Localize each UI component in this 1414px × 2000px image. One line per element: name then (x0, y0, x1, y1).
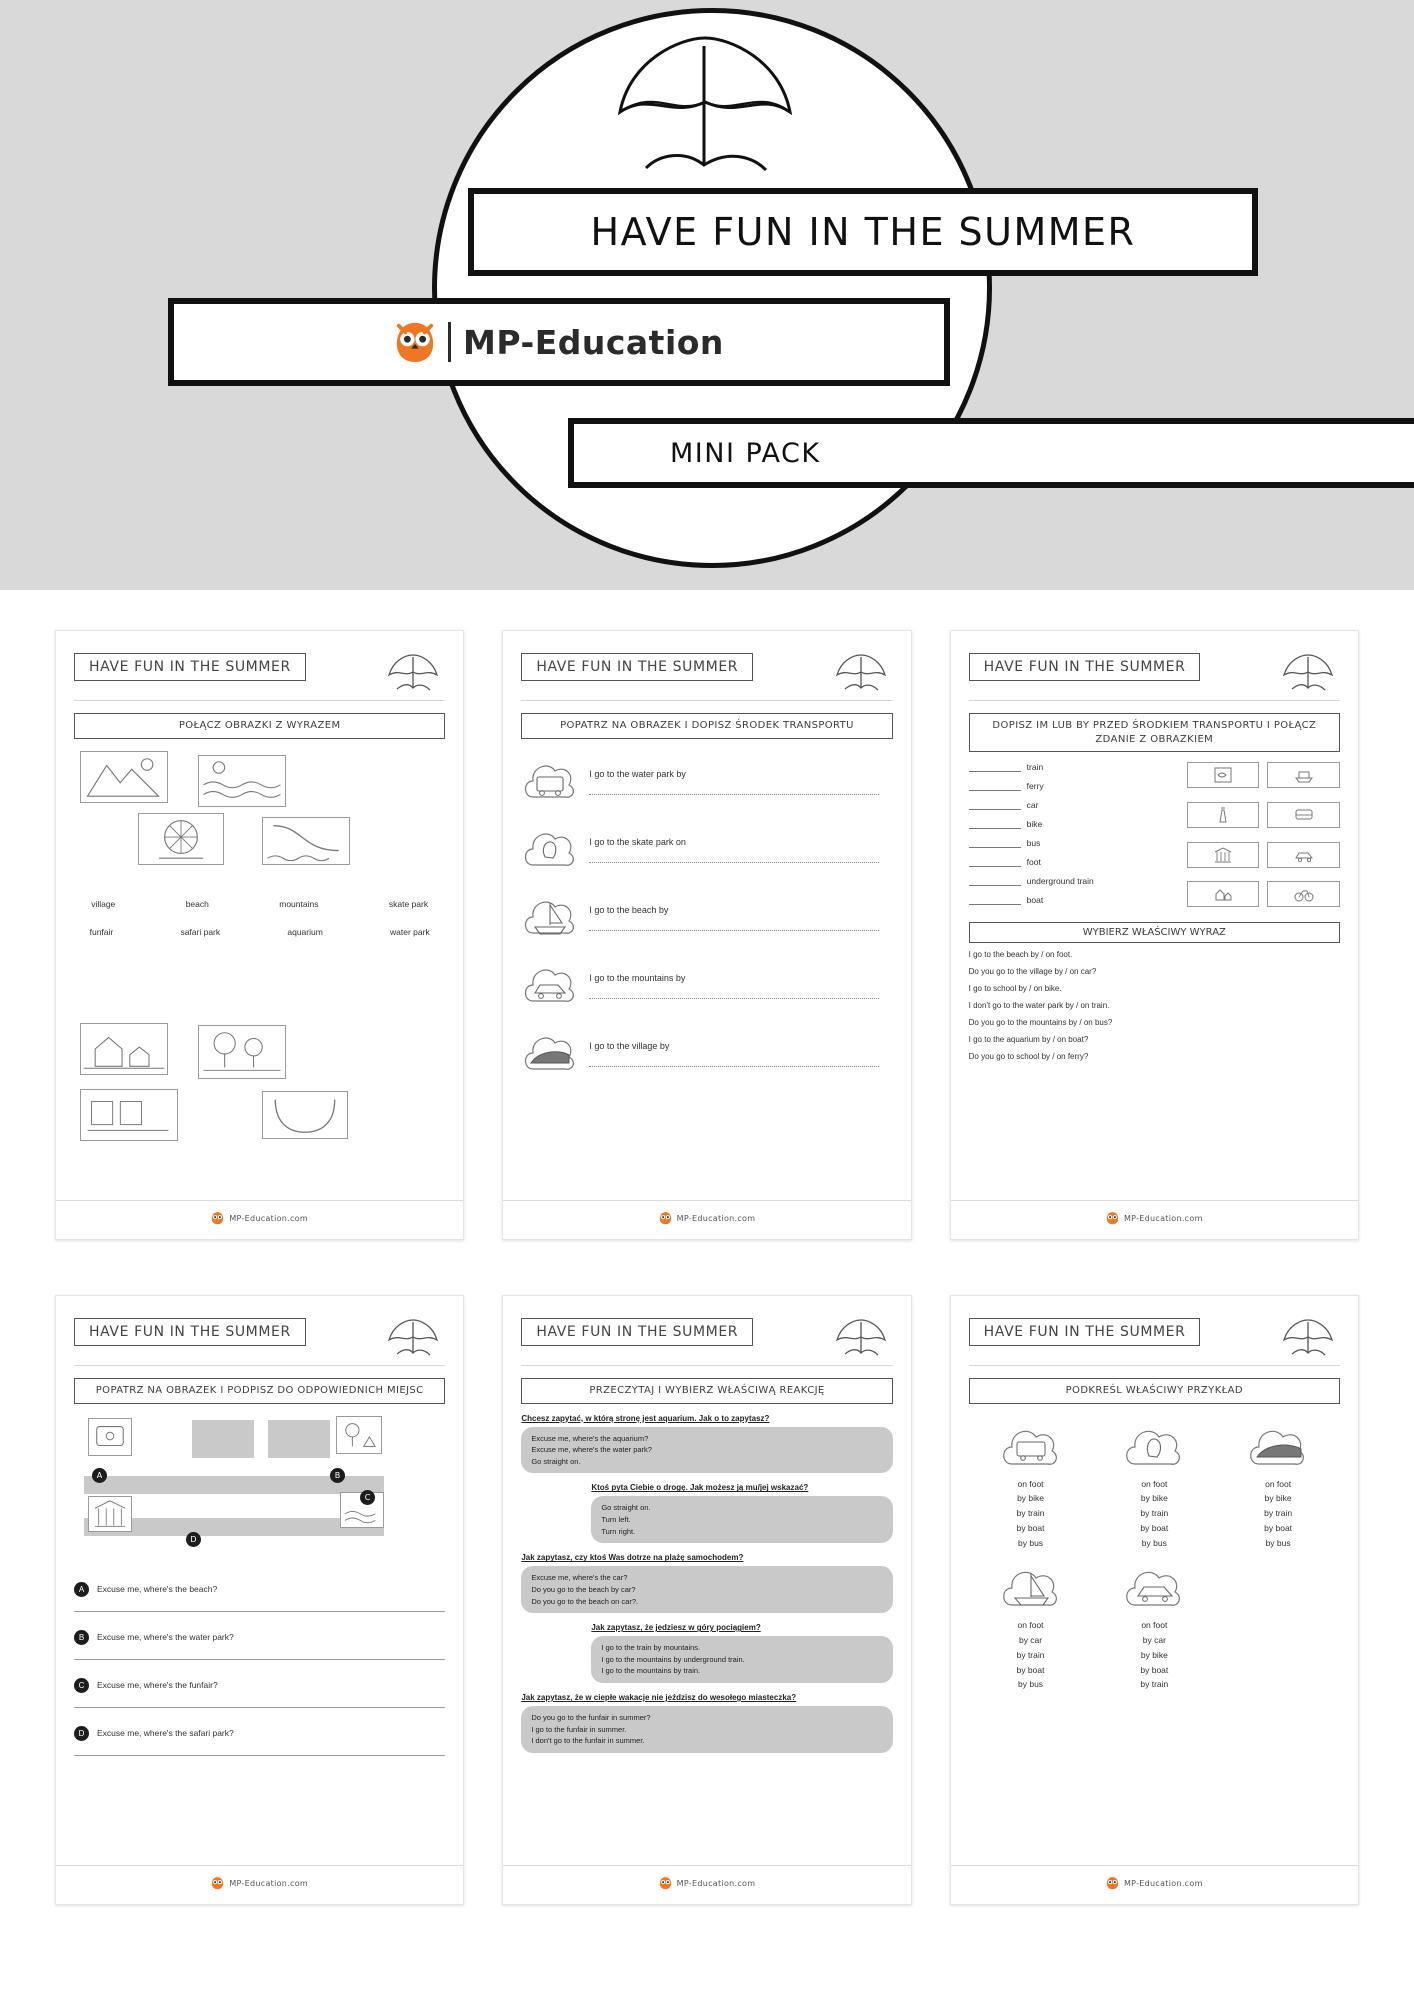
transport-row (521, 753, 892, 807)
option-text[interactable]: Turn left. (601, 1515, 631, 1524)
underground-icon[interactable] (1267, 802, 1340, 828)
museum-icon[interactable] (1187, 842, 1260, 868)
worksheet-header-title: HAVE FUN IN THE SUMMER (521, 653, 753, 681)
vocab-row[interactable] (969, 876, 1177, 886)
page-title: HAVE FUN IN THE SUMMER (590, 210, 1136, 254)
answer-bubble[interactable] (591, 1636, 892, 1683)
sentence-text: I go to the mountains by (589, 972, 686, 983)
answer-line[interactable] (74, 1659, 445, 1660)
word-row-2 (56, 927, 463, 937)
choice-cell (969, 1420, 1093, 1551)
instruction-text: POPATRZ NA OBRAZEK I DOPISZ ŚRODEK TRANSPORTU (521, 713, 892, 739)
hero-title-band (468, 188, 1258, 276)
option-text[interactable]: by boat (1140, 1664, 1169, 1675)
vocab-label: train (1026, 762, 1044, 772)
option-text[interactable]: by boat (1140, 1523, 1169, 1534)
owl-icon (211, 1876, 224, 1890)
option-text[interactable]: I don't go to the funfair in summer. (531, 1736, 645, 1746)
map-icon-park[interactable] (336, 1416, 382, 1454)
answer-line[interactable] (74, 1755, 445, 1756)
worksheet-page-3[interactable] (950, 630, 1359, 1240)
vocab-label: underground train (1026, 876, 1094, 886)
car-icon (521, 959, 579, 1009)
option-text[interactable]: Turn right. (601, 1526, 636, 1536)
beach-umbrella-icon (385, 1318, 441, 1358)
choice-options (1216, 1477, 1340, 1551)
answer-bubble[interactable] (521, 1706, 892, 1753)
option-text[interactable]: I go to the funfair in summer. (531, 1724, 627, 1734)
question-badge: D (74, 1726, 89, 1741)
answer-line[interactable] (589, 988, 878, 999)
bus-icon (998, 1420, 1064, 1472)
exercise-sentence[interactable]: Do you go to school by / on ferry? (968, 1052, 1089, 1061)
answer-line[interactable] (589, 852, 878, 863)
picture-safari-park[interactable] (198, 1025, 286, 1079)
owl-icon (659, 1876, 672, 1890)
train-icon (521, 1027, 579, 1077)
worksheet-header-title: HAVE FUN IN THE SUMMER (969, 1318, 1201, 1346)
dialogue-question: Ktoś pyta Ciebie o drogę. Jak możesz ją mu/jej wskazać? (591, 1483, 809, 1493)
page-footer (56, 1200, 463, 1225)
option-text[interactable]: by train (1016, 1649, 1045, 1660)
picture-sea-beach[interactable] (198, 755, 286, 807)
map-icon-aquarium[interactable] (88, 1418, 132, 1456)
answer-blank[interactable] (969, 763, 1021, 772)
picture-aquarium[interactable] (262, 1091, 348, 1139)
beach-umbrella-icon (833, 1318, 889, 1358)
worksheet-page-1[interactable] (55, 630, 464, 1240)
option-text[interactable]: by bus (1018, 1538, 1044, 1548)
option-text[interactable]: Excuse me, where's the car? (531, 1573, 628, 1583)
choice-grid (969, 1420, 1340, 1693)
worksheet-header-title: HAVE FUN IN THE SUMMER (74, 653, 306, 681)
question-badge: B (74, 1630, 89, 1645)
choice-options (969, 1477, 1093, 1551)
vocab-label: ferry (1026, 781, 1044, 791)
page-footer (503, 1865, 910, 1890)
owl-icon (394, 320, 436, 364)
option-text[interactable]: by boat (1016, 1523, 1045, 1534)
map-marker-c[interactable]: C (360, 1490, 375, 1505)
owl-icon (211, 1211, 224, 1225)
answer-blank[interactable] (969, 858, 1021, 867)
option-text[interactable]: on foot (1141, 1478, 1168, 1489)
page-footer (951, 1200, 1358, 1225)
answer-blank[interactable] (969, 782, 1021, 791)
exercise-sentence[interactable]: I don't go to the water park by / on train. (968, 1001, 1110, 1010)
vocab-label: boat (1026, 895, 1044, 905)
option-text[interactable]: Do you go to the beach by car? (531, 1584, 636, 1594)
word-water-park[interactable]: water park (390, 927, 430, 937)
instruction-text: POPATRZ NA OBRAZEK I PODPISZ DO ODPOWIEDNICH MIEJSC (74, 1378, 445, 1404)
option-text[interactable]: I go to the mountains by train. (601, 1666, 701, 1676)
vocab-label: car (1026, 800, 1039, 810)
worksheet-page-2[interactable] (502, 630, 911, 1240)
brand-divider (448, 322, 451, 362)
vocab-row[interactable] (969, 762, 1177, 772)
vocab-row[interactable] (969, 838, 1177, 848)
option-text[interactable]: by train (1016, 1508, 1045, 1519)
exercise-sentence[interactable]: I go to the aquarium by / on boat? (968, 1035, 1089, 1044)
option-text[interactable]: by bike (1017, 1493, 1045, 1504)
worksheet-page-6[interactable] (950, 1295, 1359, 1905)
word-village[interactable]: village (91, 899, 116, 909)
option-text[interactable]: on foot (1017, 1619, 1044, 1630)
beach-umbrella-icon (1280, 1318, 1336, 1358)
footer-label: MP-Education.com (1123, 1213, 1203, 1223)
aquarium-icon[interactable] (1187, 762, 1260, 788)
answer-line[interactable] (589, 784, 878, 795)
option-text[interactable]: Do you go to the beach on car?. (531, 1596, 639, 1606)
instruction-text: PODKREŚL WŁAŚCIWY PRZYKŁAD (969, 1378, 1340, 1404)
picture-mountains[interactable] (80, 751, 168, 803)
choice-options (969, 1618, 1093, 1692)
road-block-2 (268, 1420, 330, 1458)
transport-row (521, 1025, 892, 1079)
page-header (969, 653, 1340, 701)
option-text[interactable]: by car (1142, 1634, 1166, 1645)
owl-icon (1106, 1876, 1119, 1890)
footer-label: MP-Education.com (229, 1878, 309, 1888)
worksheet-header-title: HAVE FUN IN THE SUMMER (969, 653, 1201, 681)
option-text[interactable]: Excuse me, where's the aquarium? (531, 1433, 649, 1443)
exercise-sentence[interactable]: Do you go to the village by / on car? (968, 967, 1097, 976)
town-map[interactable] (74, 1414, 445, 1564)
bus-icon (521, 755, 579, 805)
question-row (74, 1582, 445, 1597)
instruction-text: DOPISZ IM LUB BY PRZED ŚRODKIEM TRANSPORTU I POŁĄCZ ZDANIE Z OBRAZKIEM (969, 713, 1340, 752)
choice-cell (1092, 1420, 1216, 1551)
worksheet-thumbnail-grid (0, 590, 1414, 1935)
worksheet-header-title: HAVE FUN IN THE SUMMER (521, 1318, 753, 1346)
hero-brand-band (168, 298, 950, 386)
word-aquarium[interactable]: aquarium (287, 927, 323, 937)
page-header (521, 653, 892, 701)
hero-banner (0, 0, 1414, 590)
beach-umbrella-icon (833, 653, 889, 693)
footer-label: MP-Education.com (1123, 1878, 1203, 1888)
exercise-sentence[interactable]: I go to the beach by / on foot. (968, 950, 1073, 959)
worksheet-header-title: HAVE FUN IN THE SUMMER (74, 1318, 306, 1346)
option-text[interactable]: by train (1140, 1508, 1169, 1519)
dialogue-question: Jak zapytasz, że w ciepłe wakacje nie jeździsz do wesołego miasteczka? (521, 1693, 797, 1702)
dialogue-question: Jak zapytasz, że jedziesz w góry pociągiem? (591, 1623, 761, 1633)
option-text[interactable]: by bike (1140, 1493, 1168, 1504)
train-icon (1245, 1420, 1311, 1472)
sub-instruction-text: WYBIERZ WŁAŚCIWY WYRAZ (969, 922, 1340, 943)
instruction-text: PRZECZYTAJ I WYBIERZ WŁAŚCIWĄ REAKCJĘ (521, 1378, 892, 1404)
mini-pack-label: MINI PACK (670, 437, 821, 469)
answer-blank[interactable] (969, 896, 1021, 905)
page-footer (951, 1865, 1358, 1890)
car-icon[interactable] (1267, 842, 1340, 868)
answer-bubble[interactable] (521, 1427, 892, 1474)
option-text[interactable]: Excuse me, where's the water park? (531, 1445, 652, 1455)
option-text[interactable]: I go to the mountains by underground train. (601, 1654, 745, 1664)
question-text: Excuse me, where's the funfair? (97, 1680, 218, 1690)
answer-blank[interactable] (969, 801, 1021, 810)
vocab-label: foot (1026, 857, 1041, 867)
worksheet-page-4[interactable] (55, 1295, 464, 1905)
word-beach[interactable]: beach (185, 899, 209, 909)
choice-cell (1216, 1420, 1340, 1551)
choice-cell (1092, 1561, 1216, 1692)
question-badge: A (74, 1582, 89, 1597)
choice-cell (969, 1561, 1093, 1692)
sentence-text: I go to the beach by (589, 904, 669, 915)
choice-options (1092, 1618, 1216, 1692)
map-marker-a[interactable]: A (92, 1468, 107, 1483)
vocab-row[interactable] (969, 819, 1177, 829)
option-text[interactable]: Go straight on. (601, 1503, 651, 1513)
vocab-label: bike (1026, 819, 1043, 829)
question-row (74, 1630, 445, 1645)
question-row (74, 1726, 445, 1741)
page-footer (56, 1865, 463, 1890)
picture-village-house[interactable] (80, 1023, 168, 1075)
boat-icon (521, 891, 579, 941)
option-text[interactable]: by car (1018, 1634, 1043, 1645)
vocab-row[interactable] (969, 857, 1177, 867)
foot-icon (521, 823, 579, 873)
transport-row (521, 889, 892, 943)
page-footer (503, 1200, 910, 1225)
question-badge: C (74, 1678, 89, 1693)
option-text[interactable]: by bus (1141, 1538, 1167, 1548)
bike-icon[interactable] (1267, 881, 1340, 907)
option-text[interactable]: by bus (1018, 1679, 1044, 1690)
map-icon-museum[interactable] (88, 1496, 132, 1532)
footer-label: MP-Education.com (676, 1213, 756, 1223)
boat-icon (998, 1561, 1064, 1613)
picture-fun-fair[interactable] (138, 813, 224, 865)
vocabulary-matching (969, 762, 1340, 914)
map-marker-d[interactable]: D (186, 1532, 201, 1547)
sentence-text: I go to the water park by (589, 768, 686, 779)
page-header (969, 1318, 1340, 1366)
transport-row (521, 957, 892, 1011)
brand-name: MP-Education (463, 322, 724, 362)
lighthouse-icon[interactable] (1187, 802, 1260, 828)
word-mountains[interactable]: mountains (279, 899, 319, 909)
option-text[interactable]: Go straight on. (531, 1456, 581, 1466)
ferry-icon[interactable] (1267, 762, 1340, 788)
vocab-row[interactable] (969, 800, 1177, 810)
beach-umbrella-icon (385, 653, 441, 693)
owl-icon (1106, 1211, 1119, 1225)
page-header (521, 1318, 892, 1366)
option-text[interactable]: by train (1140, 1679, 1169, 1690)
answer-line[interactable] (74, 1707, 445, 1708)
footer-label: MP-Education.com (229, 1213, 309, 1223)
dialogue-question: Chcesz zapytać, w którą stronę jest aquarium. Jak o to zapytasz? (521, 1413, 770, 1423)
exercise-sentence[interactable]: I go to school by / on bike. (968, 984, 1062, 993)
option-text[interactable]: on foot (1141, 1619, 1168, 1630)
exercise-sentence[interactable]: Do you go to the mountains by / on bus? (968, 1018, 1113, 1027)
option-text[interactable]: by boat (1016, 1664, 1045, 1675)
hero-subtitle-band (568, 418, 1414, 488)
map-marker-b[interactable]: B (330, 1468, 345, 1483)
choice-cell-empty (1216, 1561, 1340, 1692)
page-header (74, 653, 445, 701)
picture-skate-park[interactable] (80, 1089, 178, 1141)
vocab-row[interactable] (969, 781, 1177, 791)
answer-bubble[interactable] (521, 1566, 892, 1613)
option-text[interactable]: on foot (1017, 1478, 1044, 1489)
footer-label: MP-Education.com (676, 1878, 756, 1888)
answer-blank[interactable] (969, 839, 1021, 848)
choice-options (1092, 1477, 1216, 1551)
answer-blank[interactable] (969, 820, 1021, 829)
option-text[interactable]: by boat (1264, 1523, 1293, 1534)
option-text[interactable]: by train (1264, 1508, 1293, 1519)
answer-line[interactable] (589, 1056, 878, 1067)
beach-umbrella-icon (1280, 653, 1336, 693)
sentence-text: I go to the village by (589, 1040, 670, 1051)
option-text[interactable]: by bike (1140, 1649, 1168, 1660)
transport-row (521, 821, 892, 875)
answer-line[interactable] (74, 1611, 445, 1612)
option-text[interactable]: Do you go to the funfair in summer? (531, 1713, 651, 1722)
question-text: Excuse me, where's the water park? (97, 1632, 234, 1642)
word-funfair[interactable]: funfair (89, 927, 114, 937)
option-text[interactable]: by bike (1264, 1493, 1292, 1504)
worksheet-page-5[interactable] (502, 1295, 911, 1905)
dialogue-question: Jak zapytasz, czy ktoś Was dotrze na plażę samochodem? (521, 1553, 744, 1563)
option-text[interactable]: I go to the train by mountains. (601, 1643, 701, 1653)
vocabulary-list (969, 762, 1177, 914)
word-skate-park[interactable]: skate park (388, 899, 429, 909)
instruction-text: POŁĄCZ OBRAZKI Z WYRAZEM (74, 713, 445, 739)
owl-icon (659, 1211, 672, 1225)
question-row (74, 1678, 445, 1693)
car-icon (1121, 1561, 1187, 1613)
foot-icon (1121, 1420, 1187, 1472)
question-text: Excuse me, where's the beach? (97, 1584, 218, 1594)
picture-grid (1177, 762, 1340, 914)
beach-umbrella-icon (600, 30, 810, 190)
option-text[interactable]: on foot (1265, 1478, 1292, 1489)
answer-line[interactable] (589, 920, 878, 931)
option-text[interactable]: by bus (1265, 1538, 1291, 1548)
word-row-1 (56, 899, 463, 909)
answer-blank[interactable] (969, 877, 1021, 886)
vocab-label: bus (1026, 838, 1041, 848)
picture-water-slide[interactable] (262, 817, 350, 865)
page-header (74, 1318, 445, 1366)
question-text: Excuse me, where's the safari park? (97, 1728, 234, 1738)
word-safari-park[interactable]: safari park (180, 927, 221, 937)
village-icon[interactable] (1187, 881, 1260, 907)
answer-bubble[interactable] (591, 1496, 892, 1543)
vocab-row[interactable] (969, 895, 1177, 905)
sentence-text: I go to the skate park on (589, 836, 686, 847)
road-block-1 (192, 1420, 254, 1458)
